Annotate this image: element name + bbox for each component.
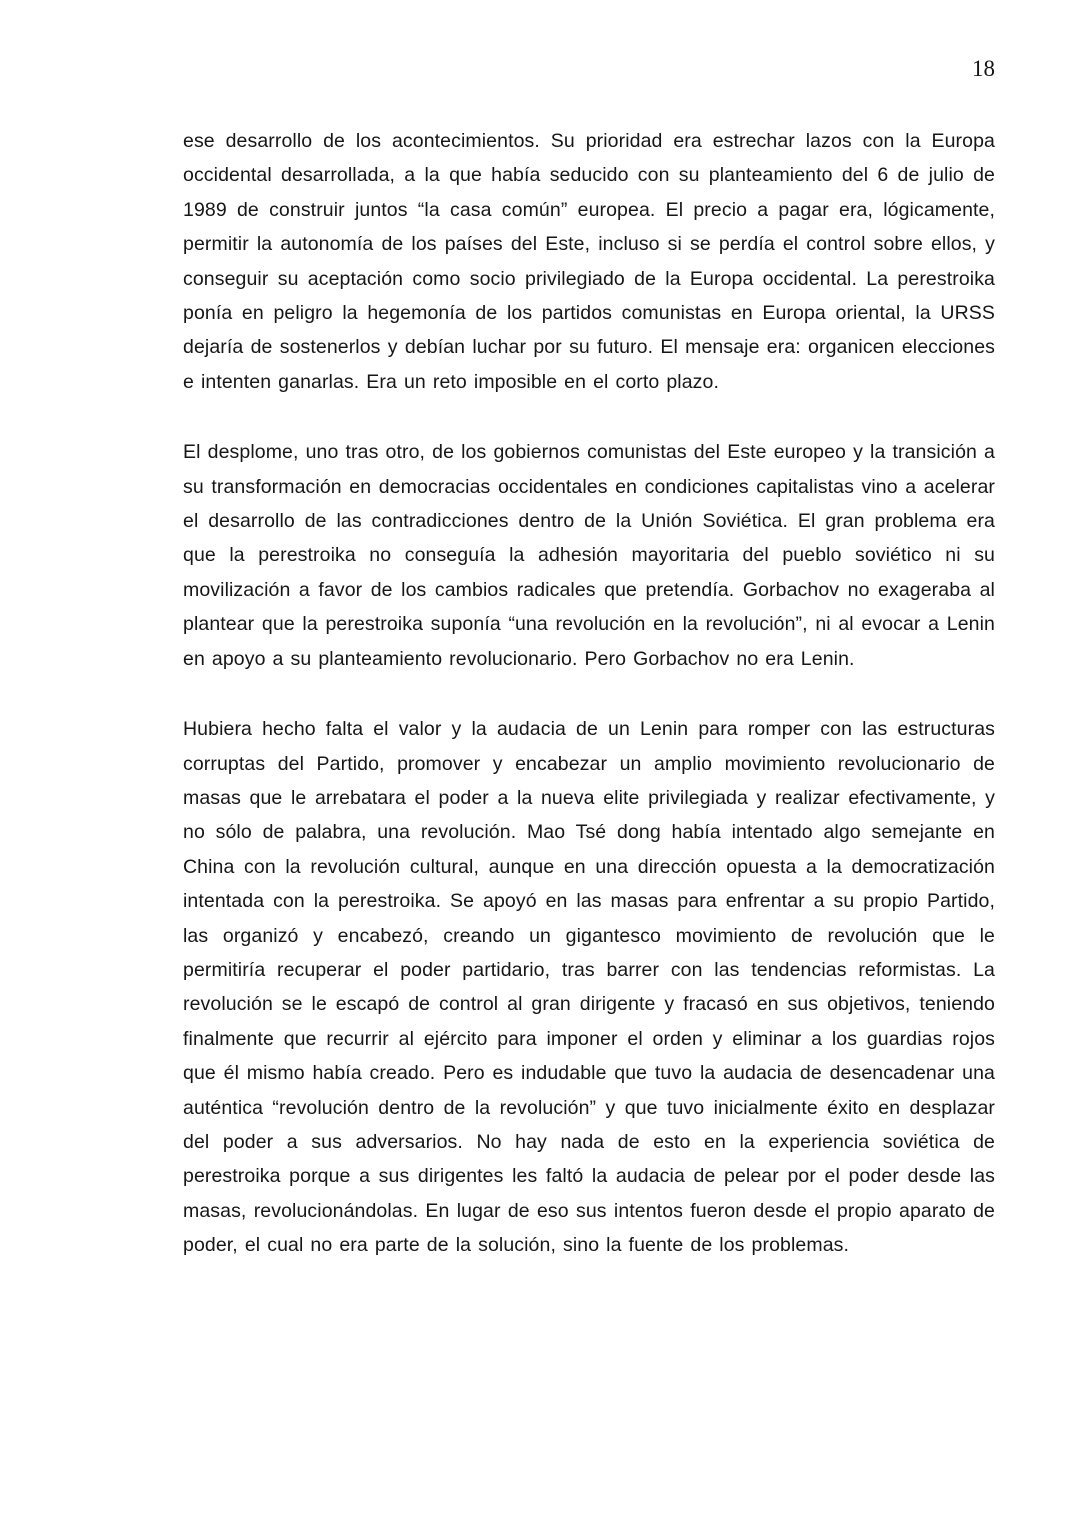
paragraph: El desplome, uno tras otro, de los gobiernos comunistas del Este europeo y la transición a su transformación en democracias occidentales en condiciones capitalistas vino a acelerar el desarrollo de las contradicciones dentro de la Unión Soviética. El gran problema era que la perestroika no conseguía la adhesión mayoritaria del pueblo soviético ni su movilización a favor de los cambios radicales que pretendía. Gorbachov no exageraba al plantear que la perestroika suponía “una revolución en la revolución”, ni al evocar a Lenin en apoyo a su planteamiento revolucionario. Pero Gorbachov no era Lenin. xyxy=(183,441,995,670)
document-body xyxy=(183,124,995,1263)
page-number: 18 xyxy=(972,56,995,81)
paragraph: Hubiera hecho falta el valor y la audacia de un Lenin para romper con las estructuras corruptas del Partido, promover y encabezar un amplio movimiento revolucionario de masas que le arrebatara el poder a la nueva elite privilegiada y realizar efectivamente, y no sólo de palabra, una revolución. Mao Tsé dong había intentado algo semejante en China con la revolución cultural, aunque en una dirección opuesta a la democratización intentada con la perestroika. Se apoyó en las masas para enfrentar a su propio Partido, las organizó y encabezó, creando un gigantesco movimiento de revolución que le permitiría recuperar el poder partidario, tras barrer con las tendencias reformistas. La revolución se le escapó de control al gran dirigente y fracasó en sus objetivos, teniendo finalmente que recurrir al ejército para imponer el orden y eliminar a los guardias rojos que él mismo había creado. Pero es indudable que tuvo la audacia de desencadenar una auténtica “revolución dentro de la revolución” y que tuvo inicialmente éxito en desplazar del poder a sus adversarios. No hay nada de esto en la experiencia soviética de perestroika porque a sus dirigentes les faltó la audacia de pelear por el poder desde las masas, revolucionándolas. En lugar de eso sus intentos fueron desde el propio aparato de poder, el cual no era parte de la solución, sino la fuente de los problemas. xyxy=(183,718,995,1257)
paragraph: ese desarrollo de los acontecimientos. Su prioridad era estrechar lazos con la Europa occidental desarrollada, a la que había seducido con su planteamiento del 6 de julio de 1989 de construir juntos “la casa común” europea. El precio a pagar era, lógicamente, permitir la autonomía de los países del Este, incluso si se perdía el control sobre ellos, y conseguir su aceptación como socio privilegiado de la Europa occidental. La perestroika ponía en peligro la hegemonía de los partidos comunistas en Europa oriental, la URSS dejaría de sostenerlos y debían luchar por su futuro. El mensaje era: organicen elecciones e intenten ganarlas. Era un reto imposible en el corto plazo. xyxy=(183,130,995,393)
